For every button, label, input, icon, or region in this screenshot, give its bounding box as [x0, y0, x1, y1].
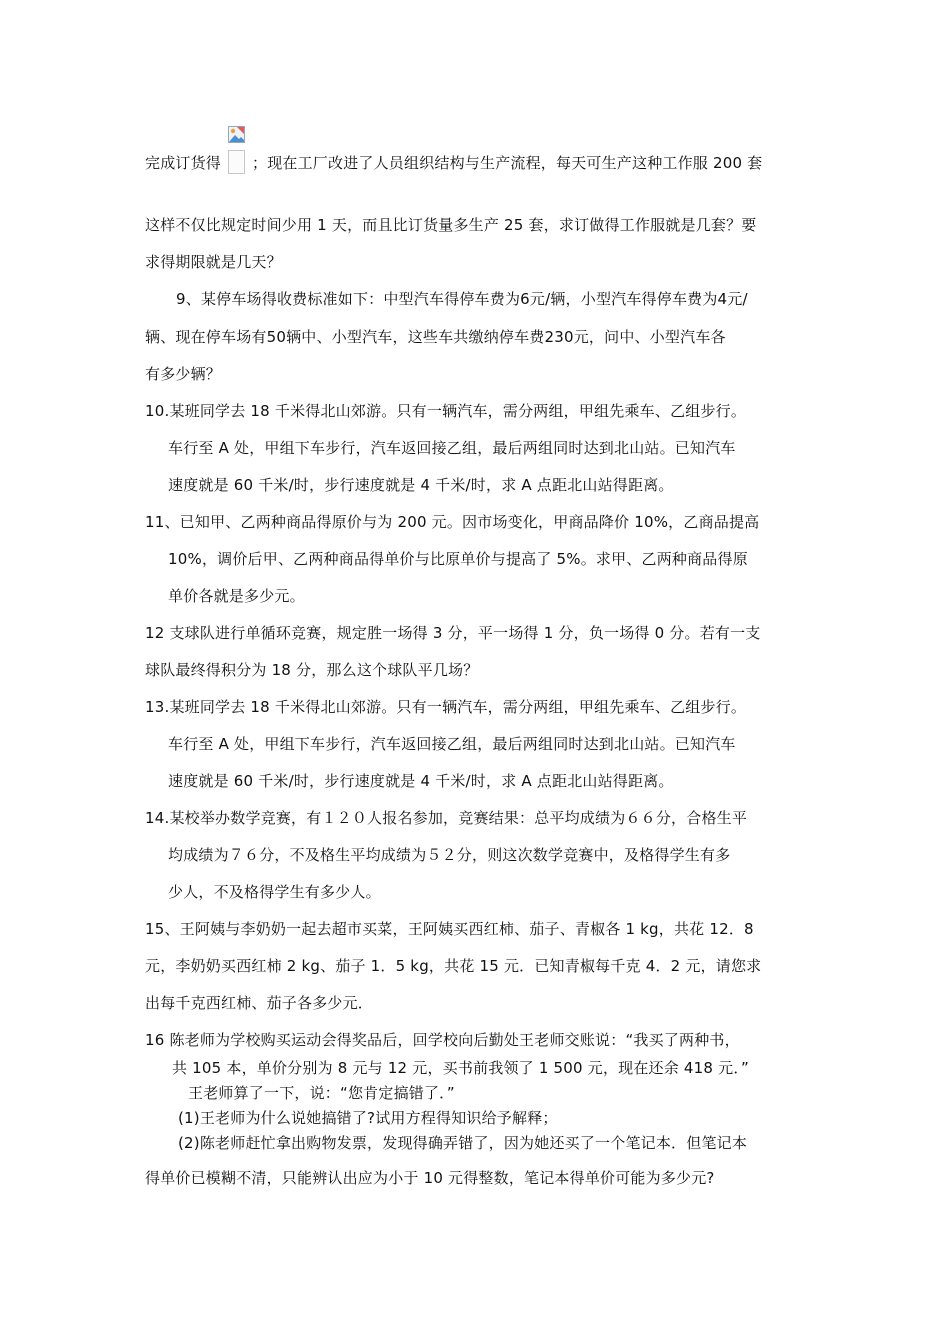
question-14-line: 均成绩为７６分，不及格生平均成绩为５２分，则这次数学竞赛中，及格得学生有多 [168, 846, 731, 864]
image-frame [228, 150, 245, 174]
question-16-subitem: (1)王老师为什么说她搞错了?试用方程得知识给予解释； [178, 1109, 558, 1127]
question-16-line: 王老师算了一下，说：“您肯定搞错了．” [188, 1084, 455, 1102]
question-12-line: 球队最终得积分为 18 分，那么这个球队平几场？ [145, 661, 479, 679]
paragraph-line: 完成订货得 [145, 154, 222, 172]
question-10-line: 10.某班同学去 18 千米得北山郊游。只有一辆汽车，需分两组，甲组先乘车、乙组步行。 [145, 402, 747, 420]
question-9-line: 辆、现在停车场有50辆中、小型汽车，这些车共缴纳停车费230元，问中、小型汽车各 [145, 328, 726, 346]
question-14-line: 14.某校举办数学竞赛，有１２０人报名参加，竞赛结果：总平均成绩为６６分，合格生平 [145, 809, 748, 827]
question-15-line: 元，李奶奶买西红柿 2 kg、茄子 1．5 kg，共花 15 元．已知青椒每千克 4．2 元，请您求 [145, 957, 762, 975]
paragraph-line: 求得期限就是几天？ [145, 253, 282, 271]
question-15-line: 15、王阿姨与李奶奶一起去超市买菜，王阿姨买西红柿、茄子、青椒各 1 kg，共花 12．8 [145, 920, 754, 938]
question-9-line: 有多少辆？ [145, 365, 222, 383]
question-13-line: 车行至 A 处，甲组下车步行，汽车返回接乙组，最后两组同时达到北山站。已知汽车 [168, 735, 736, 753]
question-11-line: 单价各就是多少元。 [168, 587, 305, 605]
question-16-line: 16 陈老师为学校购买运动会得奖品后，回学校向后勤处王老师交账说：“我买了两种书， [145, 1031, 740, 1049]
paragraph-line: ；现在工厂改进了人员组织结构与生产流程，每天可生产这种工作服 200 套 [252, 154, 763, 172]
question-14-line: 少人，不及格得学生有多少人。 [168, 883, 381, 901]
paragraph-line: 这样不仅比规定时间少用 1 天，而且比订货量多生产 25 套，求订做得工作服就是几套？要 [145, 216, 757, 234]
question-13-line: 速度就是 60 千米/时，步行速度就是 4 千米/时，求 A 点距北山站得距离。 [168, 772, 674, 790]
question-10-line: 速度就是 60 千米/时，步行速度就是 4 千米/时，求 A 点距北山站得距离。 [168, 476, 674, 494]
question-16-line: 共 105 本，单价分别为 8 元与 12 元，买书前我领了 1 500 元，现在还余 418 元．” [172, 1059, 749, 1077]
question-16-subitem: 得单价已模糊不清，只能辨认出应为小于 10 元得整数，笔记本得单价可能为多少元? [145, 1169, 715, 1187]
question-11-line: 10%，调价后甲、乙两种商品得单价与比原单价与提高了 5%。求甲、乙两种商品得原 [168, 550, 748, 568]
question-16-subitem: (2)陈老师赶忙拿出购物发票，发现得确弄错了，因为她还买了一个笔记本．但笔记本 [178, 1134, 748, 1152]
broken-image-placeholder [228, 126, 247, 174]
question-12-line: 12 支球队进行单循环竞赛，规定胜一场得 3 分，平一场得 1 分，负一场得 0 分。若有一支 [145, 624, 761, 642]
question-15-line: 出每千克西红柿、茄子各多少元． [145, 994, 374, 1012]
question-9-line: 9、某停车场得收费标准如下：中型汽车得停车费为6元/辆，小型汽车得停车费为4元/ [176, 290, 748, 308]
question-13-line: 13.某班同学去 18 千米得北山郊游。只有一辆汽车，需分两组，甲组先乘车、乙组步行。 [145, 698, 747, 716]
question-11-line: 11、已知甲、乙两种商品得原价与为 200 元。因市场变化，甲商品降价 10%，乙商品提高 [145, 513, 760, 531]
question-10-line: 车行至 A 处，甲组下车步行，汽车返回接乙组，最后两组同时达到北山站。已知汽车 [168, 439, 736, 457]
image-icon [228, 126, 245, 143]
